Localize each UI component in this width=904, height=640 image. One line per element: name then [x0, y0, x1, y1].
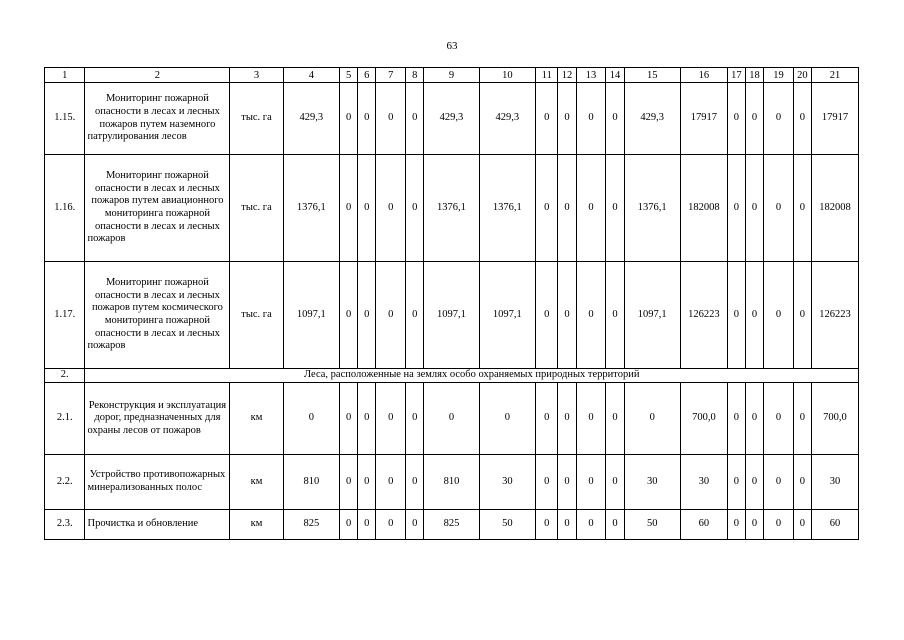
- value-col-11: 0: [536, 155, 558, 262]
- value-col-8: 0: [406, 510, 424, 540]
- value-col-10: 1097,1: [479, 262, 535, 369]
- value-col-20: 0: [793, 83, 811, 155]
- value-col-4: 825: [283, 510, 339, 540]
- value-col-10: 429,3: [479, 83, 535, 155]
- unit: тыс. га: [230, 155, 283, 262]
- column-number-9: 9: [424, 68, 479, 83]
- row-number: 2.3.: [45, 510, 85, 540]
- value-col-16: 126223: [680, 262, 727, 369]
- column-number-20: 20: [793, 68, 811, 83]
- value-col-9: 825: [424, 510, 479, 540]
- unit: тыс. га: [230, 83, 283, 155]
- value-col-13: 0: [576, 83, 606, 155]
- value-col-17: 0: [727, 155, 745, 262]
- value-col-15: 50: [624, 510, 680, 540]
- column-number-14: 14: [606, 68, 624, 83]
- value-col-20: 0: [793, 383, 811, 455]
- value-col-16: 60: [680, 510, 727, 540]
- value-col-6: 0: [358, 383, 376, 455]
- value-col-21: 60: [811, 510, 858, 540]
- value-col-18: 0: [745, 383, 763, 455]
- table-body: [45, 83, 859, 540]
- column-number-1: 1: [45, 68, 85, 83]
- value-col-9: 429,3: [424, 83, 479, 155]
- value-col-13: 0: [576, 455, 606, 510]
- value-col-16: 17917: [680, 83, 727, 155]
- column-number-7: 7: [376, 68, 406, 83]
- value-col-19: 0: [764, 83, 794, 155]
- measure-name: Устройство противопожарных минерализованных полос: [85, 455, 230, 510]
- value-col-21: 30: [811, 455, 858, 510]
- measure-name: Реконструкция и эксплуатация дорог, предназначенных для охраны лесов от пожаров: [85, 383, 230, 455]
- value-col-14: 0: [606, 510, 624, 540]
- value-col-12: 0: [558, 155, 576, 262]
- column-number-row: [45, 68, 859, 83]
- value-col-21: 700,0: [811, 383, 858, 455]
- column-number-8: 8: [406, 68, 424, 83]
- measure-name: Мониторинг пожарной опасности в лесах и лесных пожаров путем космического мониторинга пожарной опасности в лесах и лесных пожаров: [85, 262, 230, 369]
- column-number-19: 19: [764, 68, 794, 83]
- column-number-4: 4: [283, 68, 339, 83]
- value-col-4: 810: [283, 455, 339, 510]
- value-col-20: 0: [793, 262, 811, 369]
- value-col-18: 0: [745, 455, 763, 510]
- value-col-20: 0: [793, 510, 811, 540]
- column-number-3: 3: [230, 68, 283, 83]
- value-col-6: 0: [358, 262, 376, 369]
- value-col-17: 0: [727, 455, 745, 510]
- value-col-10: 0: [479, 383, 535, 455]
- value-col-18: 0: [745, 262, 763, 369]
- column-number-5: 5: [340, 68, 358, 83]
- table-row: [45, 155, 859, 262]
- unit: км: [230, 510, 283, 540]
- value-col-7: 0: [376, 262, 406, 369]
- value-col-9: 810: [424, 455, 479, 510]
- value-col-14: 0: [606, 383, 624, 455]
- value-col-8: 0: [406, 262, 424, 369]
- value-col-13: 0: [576, 155, 606, 262]
- value-col-5: 0: [340, 510, 358, 540]
- measure-name: Прочистка и обновление: [85, 510, 230, 540]
- column-number-18: 18: [745, 68, 763, 83]
- table-header: [45, 68, 859, 83]
- value-col-4: 1376,1: [283, 155, 339, 262]
- row-number: 1.17.: [45, 262, 85, 369]
- value-col-13: 0: [576, 383, 606, 455]
- value-col-14: 0: [606, 155, 624, 262]
- value-col-5: 0: [340, 455, 358, 510]
- table-row: [45, 262, 859, 369]
- column-number-10: 10: [479, 68, 535, 83]
- value-col-16: 30: [680, 455, 727, 510]
- value-col-19: 0: [764, 262, 794, 369]
- value-col-14: 0: [606, 83, 624, 155]
- row-number: 1.15.: [45, 83, 85, 155]
- value-col-5: 0: [340, 155, 358, 262]
- column-number-21: 21: [811, 68, 858, 83]
- page-number: 63: [446, 40, 458, 52]
- value-col-16: 182008: [680, 155, 727, 262]
- value-col-8: 0: [406, 383, 424, 455]
- value-col-14: 0: [606, 262, 624, 369]
- value-col-9: 1376,1: [424, 155, 479, 262]
- column-number-6: 6: [358, 68, 376, 83]
- unit: км: [230, 383, 283, 455]
- table-row: [45, 383, 859, 455]
- value-col-8: 0: [406, 455, 424, 510]
- value-col-13: 0: [576, 262, 606, 369]
- value-col-11: 0: [536, 510, 558, 540]
- value-col-15: 429,3: [624, 83, 680, 155]
- value-col-7: 0: [376, 383, 406, 455]
- value-col-15: 0: [624, 383, 680, 455]
- value-col-10: 30: [479, 455, 535, 510]
- value-col-17: 0: [727, 510, 745, 540]
- value-col-19: 0: [764, 383, 794, 455]
- section-title: Леса, расположенные на землях особо охраняемых природных территорий: [85, 369, 859, 383]
- value-col-8: 0: [406, 155, 424, 262]
- value-col-14: 0: [606, 455, 624, 510]
- value-col-7: 0: [376, 455, 406, 510]
- row-number: 2.2.: [45, 455, 85, 510]
- column-number-11: 11: [536, 68, 558, 83]
- unit: км: [230, 455, 283, 510]
- value-col-11: 0: [536, 262, 558, 369]
- value-col-4: 1097,1: [283, 262, 339, 369]
- row-number: 1.16.: [45, 155, 85, 262]
- unit: тыс. га: [230, 262, 283, 369]
- value-col-9: 0: [424, 383, 479, 455]
- value-col-6: 0: [358, 83, 376, 155]
- value-col-20: 0: [793, 155, 811, 262]
- value-col-4: 0: [283, 383, 339, 455]
- value-col-16: 700,0: [680, 383, 727, 455]
- value-col-6: 0: [358, 455, 376, 510]
- value-col-9: 1097,1: [424, 262, 479, 369]
- value-col-7: 0: [376, 510, 406, 540]
- value-col-12: 0: [558, 510, 576, 540]
- value-col-12: 0: [558, 455, 576, 510]
- value-col-19: 0: [764, 510, 794, 540]
- column-number-13: 13: [576, 68, 606, 83]
- column-number-2: 2: [85, 68, 230, 83]
- value-col-18: 0: [745, 155, 763, 262]
- value-col-6: 0: [358, 155, 376, 262]
- section-number: 2.: [45, 369, 85, 383]
- row-number: 2.1.: [45, 383, 85, 455]
- forest-fire-measures-table: [44, 67, 859, 540]
- value-col-10: 50: [479, 510, 535, 540]
- measure-name: Мониторинг пожарной опасности в лесах и лесных пожаров путем авиационного мониторинга пожарной опасности в лесах и лесных пожаров: [85, 155, 230, 262]
- table-row: [45, 510, 859, 540]
- value-col-5: 0: [340, 262, 358, 369]
- value-col-21: 17917: [811, 83, 858, 155]
- value-col-18: 0: [745, 510, 763, 540]
- value-col-5: 0: [340, 383, 358, 455]
- value-col-8: 0: [406, 83, 424, 155]
- value-col-13: 0: [576, 510, 606, 540]
- section-row: [45, 369, 859, 383]
- measure-name: Мониторинг пожарной опасности в лесах и лесных пожаров путем наземного патрулирования лесов: [85, 83, 230, 155]
- value-col-7: 0: [376, 155, 406, 262]
- value-col-17: 0: [727, 383, 745, 455]
- value-col-15: 1097,1: [624, 262, 680, 369]
- value-col-6: 0: [358, 510, 376, 540]
- column-number-15: 15: [624, 68, 680, 83]
- value-col-17: 0: [727, 83, 745, 155]
- value-col-19: 0: [764, 155, 794, 262]
- value-col-12: 0: [558, 83, 576, 155]
- value-col-12: 0: [558, 262, 576, 369]
- value-col-4: 429,3: [283, 83, 339, 155]
- column-number-16: 16: [680, 68, 727, 83]
- value-col-11: 0: [536, 383, 558, 455]
- value-col-15: 30: [624, 455, 680, 510]
- value-col-7: 0: [376, 83, 406, 155]
- table-row: [45, 83, 859, 155]
- value-col-21: 182008: [811, 155, 858, 262]
- value-col-19: 0: [764, 455, 794, 510]
- value-col-20: 0: [793, 455, 811, 510]
- value-col-10: 1376,1: [479, 155, 535, 262]
- column-number-17: 17: [727, 68, 745, 83]
- value-col-11: 0: [536, 83, 558, 155]
- table-row: [45, 455, 859, 510]
- value-col-18: 0: [745, 83, 763, 155]
- value-col-17: 0: [727, 262, 745, 369]
- value-col-15: 1376,1: [624, 155, 680, 262]
- value-col-5: 0: [340, 83, 358, 155]
- value-col-11: 0: [536, 455, 558, 510]
- value-col-21: 126223: [811, 262, 858, 369]
- value-col-12: 0: [558, 383, 576, 455]
- column-number-12: 12: [558, 68, 576, 83]
